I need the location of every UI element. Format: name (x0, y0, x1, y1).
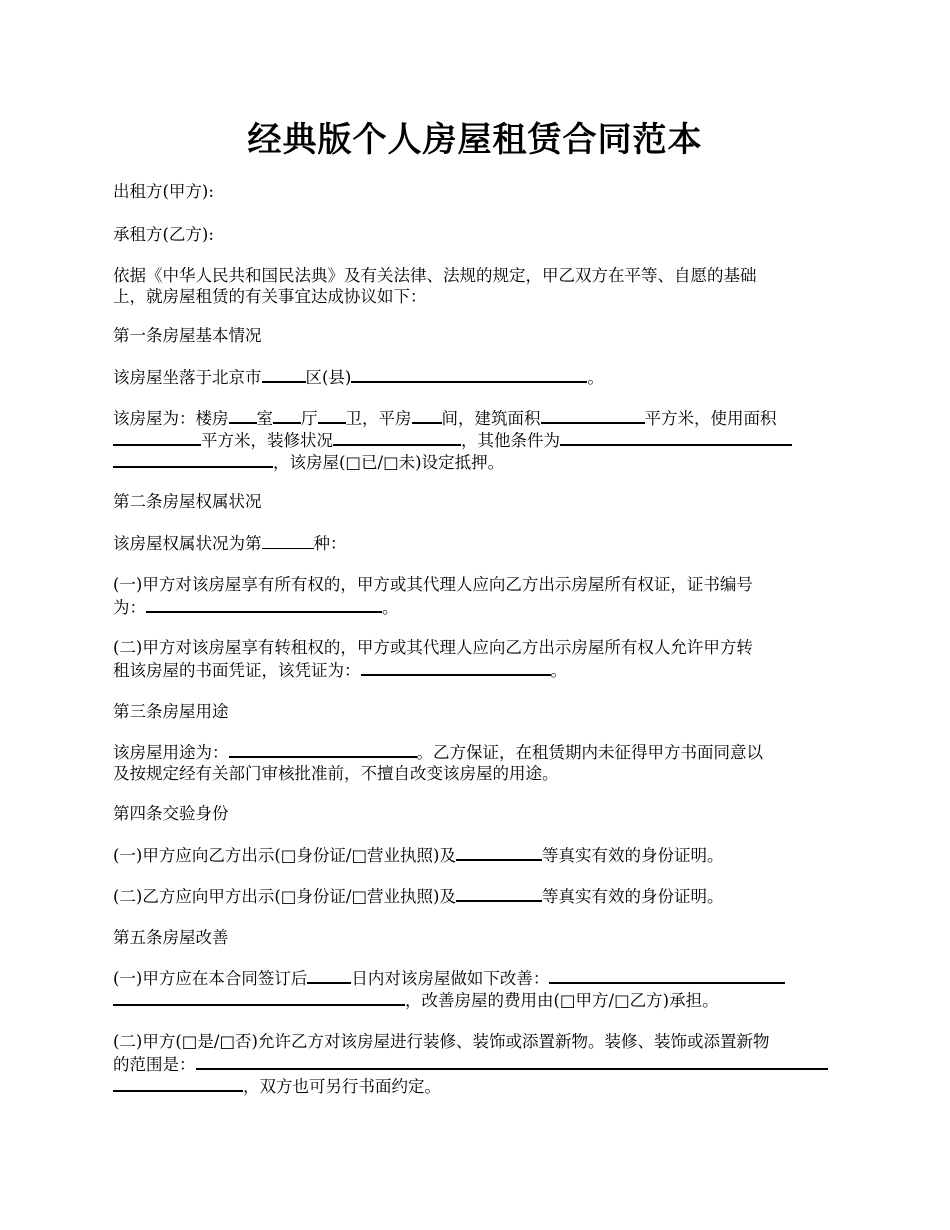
text: (一)甲方应在本合同签订后 (113, 969, 308, 988)
party-b-id-blank[interactable] (456, 886, 542, 902)
text: ，改善房屋的费用由(□甲方/□乙方)承担。 (405, 991, 719, 1010)
ownership-type-blank[interactable] (262, 534, 314, 549)
district-blank[interactable] (262, 367, 306, 383)
text: 该房屋为：楼房 (113, 409, 229, 428)
location-line (113, 367, 843, 388)
text: ，该房屋(□已/□未)设定抵押。 (273, 453, 505, 472)
text: (二)乙方应向甲方出示(□身份证/□营业执照)及 (113, 887, 456, 906)
certificate-number-blank[interactable] (146, 597, 382, 613)
text: 。 (550, 661, 567, 680)
other-conditions-blank[interactable] (560, 430, 792, 446)
decoration-scope-blank[interactable] (196, 1054, 828, 1070)
usage-line2: 及按规定经有关部门审核批准前，不擅自改变该房屋的用途。 (113, 764, 559, 783)
ownership-item2-line1: (二)甲方对该房屋享有转租权的，甲方或其代理人应向乙方出示房屋所有权人允许甲方转 (113, 638, 753, 657)
days-blank[interactable] (307, 968, 351, 984)
ownership-item1-line1: (一)甲方对该房屋享有所有权的，甲方或其代理人应向乙方出示房屋所有权证，证书编号 (113, 575, 753, 594)
text: 。乙方保证，在租赁期内未征得甲方书面同意以 (416, 743, 763, 762)
address-blank[interactable] (351, 367, 587, 383)
text: 租该房屋的书面凭证，该凭证为： (113, 661, 361, 680)
text: 卫，平房 (345, 409, 412, 428)
party-a-line: 出租方(甲方): (113, 182, 214, 201)
improvement-item1-line1 (113, 968, 843, 989)
bungalow-rooms-blank[interactable] (412, 408, 442, 424)
text: 平方米，使用面积 (644, 409, 777, 428)
desc-line-1 (113, 408, 843, 429)
ownership-item2-line2 (113, 660, 843, 681)
identity-item2 (113, 886, 843, 907)
party-b-line: 承租方(乙方): (113, 225, 214, 244)
article-3-heading: 第三条房屋用途 (113, 702, 229, 721)
text: 该房屋用途为： (113, 743, 229, 762)
article-2-heading: 第二条房屋权属状况 (113, 492, 262, 511)
improvement-item1-line2 (113, 990, 843, 1011)
desc-line-2 (113, 430, 843, 451)
text: ，其他条件为 (461, 431, 560, 450)
preamble-line-1: 依据《中华人民共和国民法典》及有关法律、法规的规定，甲乙双方在平等、自愿的基础 (113, 266, 757, 285)
identity-item1 (113, 845, 843, 866)
usage-blank[interactable] (229, 742, 417, 758)
text: 平方米，装修状况 (201, 431, 333, 450)
desc-line-3 (113, 452, 843, 473)
text: 为： (113, 598, 146, 617)
improvement-item2-line2 (113, 1054, 843, 1075)
ownership-item1-line2 (113, 597, 843, 618)
sublease-proof-blank[interactable] (361, 660, 551, 676)
text: (一)甲方应向乙方出示(□身份证/□营业执照)及 (113, 846, 456, 865)
decoration-blank[interactable] (333, 430, 461, 446)
text: 日内对该房屋做如下改善： (351, 969, 550, 988)
text: 种： (313, 534, 347, 553)
preamble-line-2: 上，就房屋租赁的有关事宜达成协议如下： (113, 287, 427, 306)
document-title: 经典版个人房屋租赁合同范本 (247, 120, 703, 160)
text: 室 (256, 409, 273, 428)
baths-blank[interactable] (318, 408, 346, 424)
other-conditions-blank-2[interactable] (113, 452, 273, 468)
text: 该房屋权属状况为第 (113, 534, 262, 553)
article-5-heading: 第五条房屋改善 (113, 928, 229, 947)
decoration-scope-blank-2[interactable] (113, 1076, 243, 1092)
text: 等真实有效的身份证明。 (542, 846, 724, 865)
improvement-item2-line1: (二)甲方(□是/□否)允许乙方对该房屋进行装修、装饰或添置新物。装修、装饰或添置新物 (113, 1032, 770, 1051)
text: 。 (587, 368, 604, 387)
usage-line1 (113, 742, 843, 763)
article-4-heading: 第四条交验身份 (113, 804, 229, 823)
text: 等真实有效的身份证明。 (542, 887, 724, 906)
text: 。 (382, 598, 399, 617)
article-1-heading: 第一条房屋基本情况 (113, 326, 262, 345)
text: 间，建筑面积 (441, 409, 541, 428)
improvement-blank-2[interactable] (113, 990, 405, 1006)
improvement-item2-line3 (113, 1076, 843, 1097)
improvement-blank[interactable] (549, 968, 785, 984)
text: 厅 (301, 409, 318, 428)
ownership-type-line (113, 534, 843, 554)
text: 该房屋坐落于北京市 (113, 368, 262, 387)
text: 区(县) (305, 368, 352, 387)
halls-blank[interactable] (273, 408, 301, 424)
text: ，双方也可另行书面约定。 (243, 1077, 441, 1096)
text: 的范围是： (113, 1055, 196, 1074)
building-area-blank[interactable] (541, 408, 645, 424)
usable-area-blank[interactable] (113, 430, 201, 446)
rooms-blank[interactable] (229, 408, 257, 424)
party-a-id-blank[interactable] (456, 845, 542, 861)
